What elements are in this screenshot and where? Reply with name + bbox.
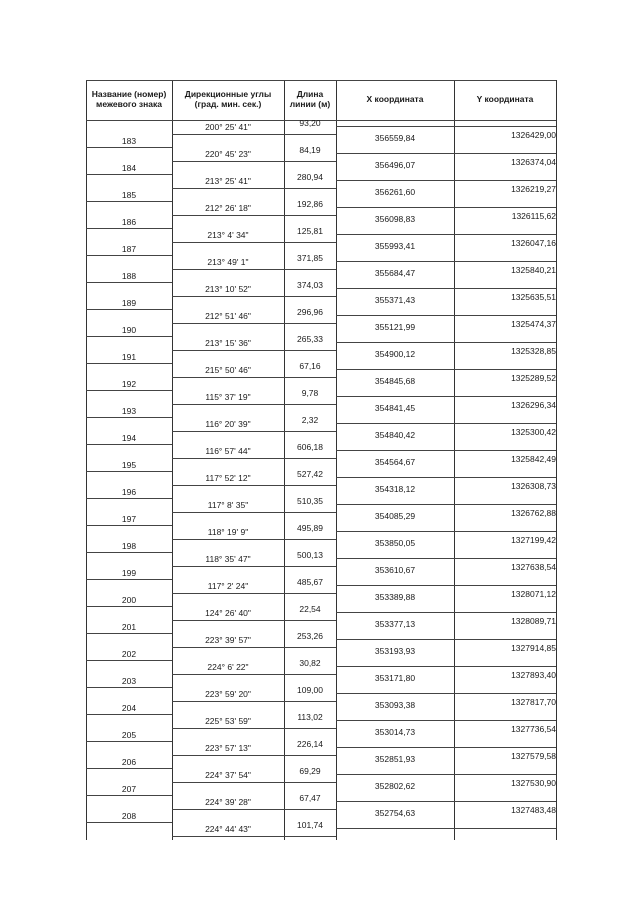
x-coordinate-cell: 354845,68 [374,376,416,386]
point-name-cell: 198 [121,541,137,551]
point-name-cell: 192 [121,379,137,389]
point-name-cell: 195 [121,460,137,470]
grid-line [336,342,556,343]
line-length-cell: 500,13 [297,550,323,560]
x-coordinate-cell: 354318,12 [374,484,416,494]
point-name-cell: 197 [121,514,137,524]
grid-line [172,620,336,621]
grid-line [172,539,336,540]
line-length-cell: 280,94 [297,172,323,182]
point-name-cell: 204 [121,703,137,713]
point-name-cell: 190 [121,325,137,335]
line-length-cell: 510,35 [297,496,323,506]
grid-line [336,774,556,775]
y-coordinate-cell: 1327579,58 [511,751,556,761]
y-coordinate-cell: 1326115,62 [511,211,556,221]
point-name-cell: 196 [121,487,137,497]
y-coordinate-cell: 1328089,71 [511,616,556,626]
point-name-cell: 202 [121,649,137,659]
grid-line [86,417,172,418]
direction-angle-cell: 200° 25' 41" [205,122,251,132]
grid-line [336,585,556,586]
grid-line [336,180,556,181]
direction-angle-cell: 215° 50' 46" [205,365,251,375]
x-coordinate-cell: 356098,83 [374,214,416,224]
line-length-cell: 2,32 [301,415,319,425]
direction-angle-cell: 223° 57' 13" [205,743,251,753]
y-coordinate-cell: 1328071,12 [511,589,556,599]
grid-line [336,396,556,397]
grid-line [172,782,336,783]
x-coordinate-cell: 352802,62 [374,781,416,791]
grid-line [86,471,172,472]
grid-line [86,552,172,553]
grid-line [284,80,285,840]
grid-line [556,80,557,840]
grid-line [336,126,556,127]
grid-line [86,147,172,148]
grid-line [86,633,172,634]
grid-line [172,728,336,729]
direction-angle-cell: 225° 53' 59" [205,716,251,726]
grid-line [172,809,336,810]
grid-line [172,161,336,162]
point-name-cell: 199 [121,568,137,578]
direction-angle-cell: 124° 26' 40" [205,608,251,618]
direction-angle-cell: 118° 19' 9" [207,527,249,537]
grid-line [86,741,172,742]
grid-line [86,606,172,607]
x-coordinate-cell: 355121,99 [374,322,416,332]
grid-line [336,450,556,451]
x-coordinate-cell: 352851,93 [374,754,416,764]
grid-line [86,444,172,445]
y-coordinate-cell: 1327483,48 [511,805,556,815]
grid-line [86,336,172,337]
grid-line [336,234,556,235]
point-name-cell: 205 [121,730,137,740]
direction-angle-cell: 224° 6' 22" [207,662,249,672]
direction-angle-cell: 117° 2' 24" [207,581,249,591]
grid-line [336,666,556,667]
grid-line [336,639,556,640]
direction-angle-cell: 223° 59' 20" [205,689,251,699]
grid-line [86,174,172,175]
grid-line [172,350,336,351]
point-name-cell: 188 [121,271,137,281]
grid-line [336,558,556,559]
direction-angle-cell: 118° 35' 47" [205,554,251,564]
grid-line [86,498,172,499]
direction-angle-cell: 117° 8' 35" [207,500,249,510]
x-coordinate-cell: 352754,63 [374,808,416,818]
grid-line [86,201,172,202]
y-coordinate-cell: 1327530,90 [511,778,556,788]
y-coordinate-cell: 1326219,27 [511,184,556,194]
direction-angle-cell: 212° 26' 18" [205,203,251,213]
y-coordinate-cell: 1325474,37 [511,319,556,329]
grid-line [86,822,172,823]
x-coordinate-cell: 353610,67 [374,565,416,575]
y-coordinate-cell: 1326374,04 [511,157,556,167]
direction-angle-cell: 224° 44' 43" [205,824,251,834]
x-coordinate-cell: 354841,45 [374,403,416,413]
y-coordinate-cell: 1327893,40 [511,670,556,680]
line-length-cell: 527,42 [297,469,323,479]
grid-line [86,228,172,229]
grid-line [336,315,556,316]
x-coordinate-cell: 355371,43 [374,295,416,305]
x-coordinate-cell: 354840,42 [374,430,416,440]
direction-angle-cell: 212° 51' 46" [205,311,251,321]
line-length-cell: 485,67 [297,577,323,587]
grid-line [86,660,172,661]
grid-line [172,296,336,297]
direction-angle-cell: 223° 39' 57" [205,635,251,645]
direction-angle-cell: 213° 4' 34" [207,230,249,240]
x-coordinate-cell: 355993,41 [374,241,416,251]
point-name-cell: 194 [121,433,137,443]
x-coordinate-cell: 356559,84 [374,133,416,143]
line-length-cell: 109,00 [297,685,323,695]
point-name-cell: 185 [121,190,137,200]
grid-line [86,282,172,283]
line-length-cell: 606,18 [297,442,323,452]
line-length-cell: 192,86 [297,199,323,209]
y-coordinate-cell: 1326308,73 [511,481,556,491]
grid-line [336,207,556,208]
grid-line [172,404,336,405]
grid-line [172,377,336,378]
line-length-cell: 84,19 [299,145,321,155]
y-coordinate-cell: 1325289,52 [511,373,556,383]
y-coordinate-cell: 1325842,49 [511,454,556,464]
y-coordinate-cell: 1327638,54 [511,562,556,572]
grid-line [172,188,336,189]
direction-angle-cell: 213° 49' 1" [207,257,249,267]
line-length-cell: 30,82 [299,658,321,668]
point-name-cell: 187 [121,244,137,254]
direction-angle-cell: 224° 37' 54" [205,770,251,780]
direction-angle-cell: 213° 25' 41" [205,176,251,186]
grid-line [336,504,556,505]
point-name-cell: 206 [121,757,137,767]
line-length-cell: 22,54 [299,604,321,614]
grid-line [86,390,172,391]
grid-line [86,687,172,688]
line-length-cell: 101,74 [297,820,323,830]
grid-line [86,255,172,256]
grid-line [172,431,336,432]
point-name-cell: 183 [121,136,137,146]
grid-line [172,269,336,270]
grid-line [86,80,556,81]
grid-line [336,261,556,262]
y-coordinate-cell: 1326296,34 [511,400,556,410]
y-coordinate-cell: 1326047,16 [511,238,556,248]
x-coordinate-cell: 353850,05 [374,538,416,548]
point-name-cell: 186 [121,217,137,227]
grid-line [172,566,336,567]
grid-line [172,755,336,756]
y-coordinate-cell: 1327914,85 [511,643,556,653]
direction-angle-cell: 213° 10' 52" [205,284,251,294]
line-length-cell: 67,47 [299,793,321,803]
x-coordinate-cell: 353171,80 [374,673,416,683]
grid-line [336,720,556,721]
grid-line [172,836,336,837]
header-line-length: Длина линии (м) [289,89,331,109]
grid-line [86,579,172,580]
x-coordinate-cell: 353014,73 [374,727,416,737]
grid-line [172,134,336,135]
point-name-cell: 189 [121,298,137,308]
y-coordinate-cell: 1327817,70 [511,697,556,707]
grid-line [336,369,556,370]
grid-line [86,768,172,769]
grid-line [336,747,556,748]
grid-line [172,701,336,702]
grid-line [86,714,172,715]
header-direction-angle: Дирекционные углы (град. мин. сек.) [184,89,272,109]
point-name-cell: 203 [121,676,137,686]
point-name-cell: 208 [121,811,137,821]
grid-line [336,828,556,829]
x-coordinate-cell: 354564,67 [374,457,416,467]
point-name-cell: 201 [121,622,137,632]
grid-line [172,80,173,840]
point-name-cell: 207 [121,784,137,794]
direction-angle-cell: 116° 57' 44" [205,446,251,456]
x-coordinate-cell: 353389,88 [374,592,416,602]
grid-line [86,795,172,796]
x-coordinate-cell: 356496,07 [374,160,416,170]
grid-line [336,423,556,424]
grid-line [336,801,556,802]
line-length-cell: 265,33 [297,334,323,344]
line-length-cell: 93,20 [299,118,321,128]
line-length-cell: 125,81 [297,226,323,236]
x-coordinate-cell: 353093,38 [374,700,416,710]
direction-angle-cell: 115° 37' 19" [205,392,251,402]
direction-angle-cell: 117° 52' 12" [205,473,251,483]
y-coordinate-cell: 1326762,88 [511,508,556,518]
direction-angle-cell: 220° 45' 23" [205,149,251,159]
x-coordinate-cell: 356261,60 [374,187,416,197]
grid-line [172,674,336,675]
x-coordinate-cell: 355684,47 [374,268,416,278]
y-coordinate-cell: 1325840,21 [511,265,556,275]
y-coordinate-cell: 1327736,54 [511,724,556,734]
y-coordinate-cell: 1326429,00 [511,130,556,140]
grid-line [172,242,336,243]
direction-angle-cell: 224° 39' 28" [205,797,251,807]
grid-line [172,593,336,594]
line-length-cell: 9,78 [301,388,319,398]
line-length-cell: 113,02 [297,712,323,722]
line-length-cell: 296,96 [297,307,323,317]
grid-line [86,525,172,526]
point-name-cell: 191 [121,352,137,362]
y-coordinate-cell: 1325328,85 [511,346,556,356]
grid-line [336,153,556,154]
header-x-coordinate: X координата [366,94,424,105]
grid-line [172,323,336,324]
header-y-coordinate: Y координата [476,94,534,105]
header-point-name: Название (номер) межевого знака [91,89,167,109]
grid-line [336,477,556,478]
point-name-cell: 184 [121,163,137,173]
x-coordinate-cell: 353377,13 [374,619,416,629]
grid-line [336,531,556,532]
line-length-cell: 371,85 [297,253,323,263]
grid-line [172,458,336,459]
grid-line [336,693,556,694]
x-coordinate-cell: 354085,29 [374,511,416,521]
direction-angle-cell: 213° 15' 36" [205,338,251,348]
grid-line [172,512,336,513]
x-coordinate-cell: 354900,12 [374,349,416,359]
grid-line [336,288,556,289]
y-coordinate-cell: 1327199,42 [511,535,556,545]
line-length-cell: 495,89 [297,523,323,533]
grid-line [336,612,556,613]
line-length-cell: 253,26 [297,631,323,641]
grid-line [172,485,336,486]
point-name-cell: 193 [121,406,137,416]
grid-line [172,215,336,216]
line-length-cell: 226,14 [297,739,323,749]
y-coordinate-cell: 1325300,42 [511,427,556,437]
grid-line [86,363,172,364]
line-length-cell: 374,03 [297,280,323,290]
x-coordinate-cell: 353193,93 [374,646,416,656]
grid-line [172,647,336,648]
grid-line [86,309,172,310]
line-length-cell: 67,16 [299,361,321,371]
point-name-cell: 200 [121,595,137,605]
line-length-cell: 69,29 [299,766,321,776]
y-coordinate-cell: 1325635,51 [511,292,556,302]
direction-angle-cell: 116° 20' 39" [205,419,251,429]
